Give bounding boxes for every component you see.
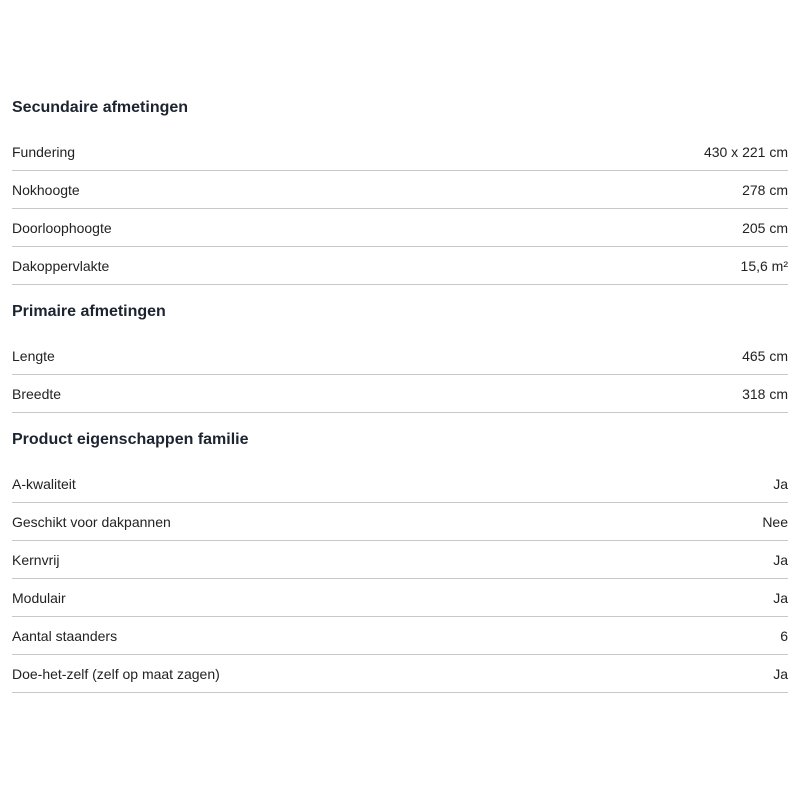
specifications-panel: [12, 91, 788, 693]
spec-value: Ja: [773, 475, 788, 492]
spec-label: Kernvrij: [12, 551, 60, 568]
spec-value: Ja: [773, 589, 788, 606]
spec-value: Ja: [773, 551, 788, 568]
spec-label: Breedte: [12, 385, 62, 402]
spec-row-heart-free: [12, 541, 788, 579]
spec-label: Lengte: [12, 347, 55, 364]
spec-row-passage-height: [12, 209, 788, 247]
spec-value: 278 cm: [742, 181, 788, 198]
spec-label: Doe-het-zelf (zelf op maat zagen): [12, 665, 220, 682]
spec-label: Fundering: [12, 143, 76, 160]
section-primary-dimensions: [12, 295, 788, 413]
spec-label: Doorloophoogte: [12, 219, 112, 236]
spec-row-post-count: [12, 617, 788, 655]
spec-row-roof-area: [12, 247, 788, 285]
section-title: Secundaire afmetingen: [12, 99, 189, 116]
spec-value: Ja: [773, 665, 788, 682]
spec-label: Geschikt voor dakpannen: [12, 513, 171, 530]
spec-value: 15,6 m²: [740, 257, 788, 274]
section-title: Product eigenschappen familie: [12, 431, 249, 448]
spec-value: 6: [780, 627, 788, 644]
spec-label: Aantal staanders: [12, 627, 118, 644]
spec-value: 205 cm: [742, 219, 788, 236]
spec-row-modular: [12, 579, 788, 617]
spec-value: 430 x 221 cm: [703, 143, 788, 160]
spec-value: Nee: [762, 513, 788, 530]
spec-label: Nokhoogte: [12, 181, 80, 198]
spec-label: Modulair: [12, 589, 66, 606]
spec-row-width: [12, 375, 788, 413]
spec-row-a-quality: [12, 465, 788, 503]
section-product-properties: [12, 423, 788, 693]
section-title: Primaire afmetingen: [12, 303, 166, 320]
spec-label: Dakoppervlakte: [12, 257, 110, 274]
spec-row-roof-tiles-suitable: [12, 503, 788, 541]
spec-value: 318 cm: [742, 385, 788, 402]
section-secondary-dimensions: [12, 91, 788, 285]
spec-label: A-kwaliteit: [12, 475, 76, 492]
spec-row-foundation: [12, 133, 788, 171]
spec-row-diy: [12, 655, 788, 693]
spec-row-length: [12, 337, 788, 375]
spec-value: 465 cm: [742, 347, 788, 364]
spec-row-ridge-height: [12, 171, 788, 209]
